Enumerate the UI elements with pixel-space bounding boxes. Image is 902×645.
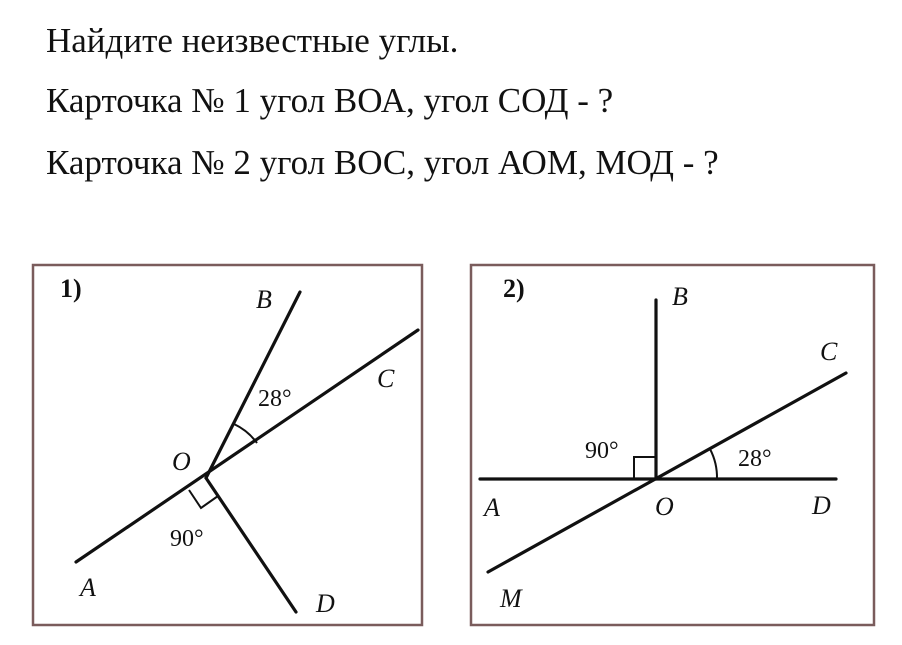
angle-28-label: 28° xyxy=(738,446,772,472)
figure-1-frame xyxy=(33,265,422,625)
line-AC xyxy=(76,330,418,562)
task-card-1: Карточка № 1 угол ВОА, угол СОД - ? xyxy=(46,81,614,120)
label-D: D xyxy=(812,491,831,520)
figure-1-number: 1) xyxy=(60,274,82,303)
line-MC xyxy=(488,373,846,572)
label-O: O xyxy=(655,492,674,521)
figure-2-number: 2) xyxy=(503,274,525,303)
label-B: B xyxy=(672,282,688,311)
label-C: C xyxy=(377,364,395,393)
angle-90-label: 90° xyxy=(170,526,204,552)
label-O: O xyxy=(172,447,191,476)
ray-OD xyxy=(206,478,296,612)
right-angle-mark xyxy=(189,490,218,508)
label-B: B xyxy=(256,285,272,314)
figure-2 xyxy=(471,265,874,625)
figure-1 xyxy=(33,265,422,625)
angle-arc-28 xyxy=(710,449,717,479)
angle-28-label: 28° xyxy=(258,386,292,412)
angle-arc-28 xyxy=(234,424,257,443)
angle-90-label: 90° xyxy=(585,438,619,464)
label-A: A xyxy=(80,573,96,602)
ray-OB xyxy=(206,292,300,478)
task-card-2: Карточка № 2 угол ВОС, угол АОМ, МОД - ? xyxy=(46,143,719,182)
task-heading: Найдите неизвестные углы. xyxy=(46,21,459,60)
figure-2-frame xyxy=(471,265,874,625)
label-A: A xyxy=(484,493,500,522)
label-D: D xyxy=(316,589,335,618)
label-M: M xyxy=(500,584,522,613)
label-C: C xyxy=(820,337,838,366)
right-angle-mark xyxy=(634,457,656,479)
